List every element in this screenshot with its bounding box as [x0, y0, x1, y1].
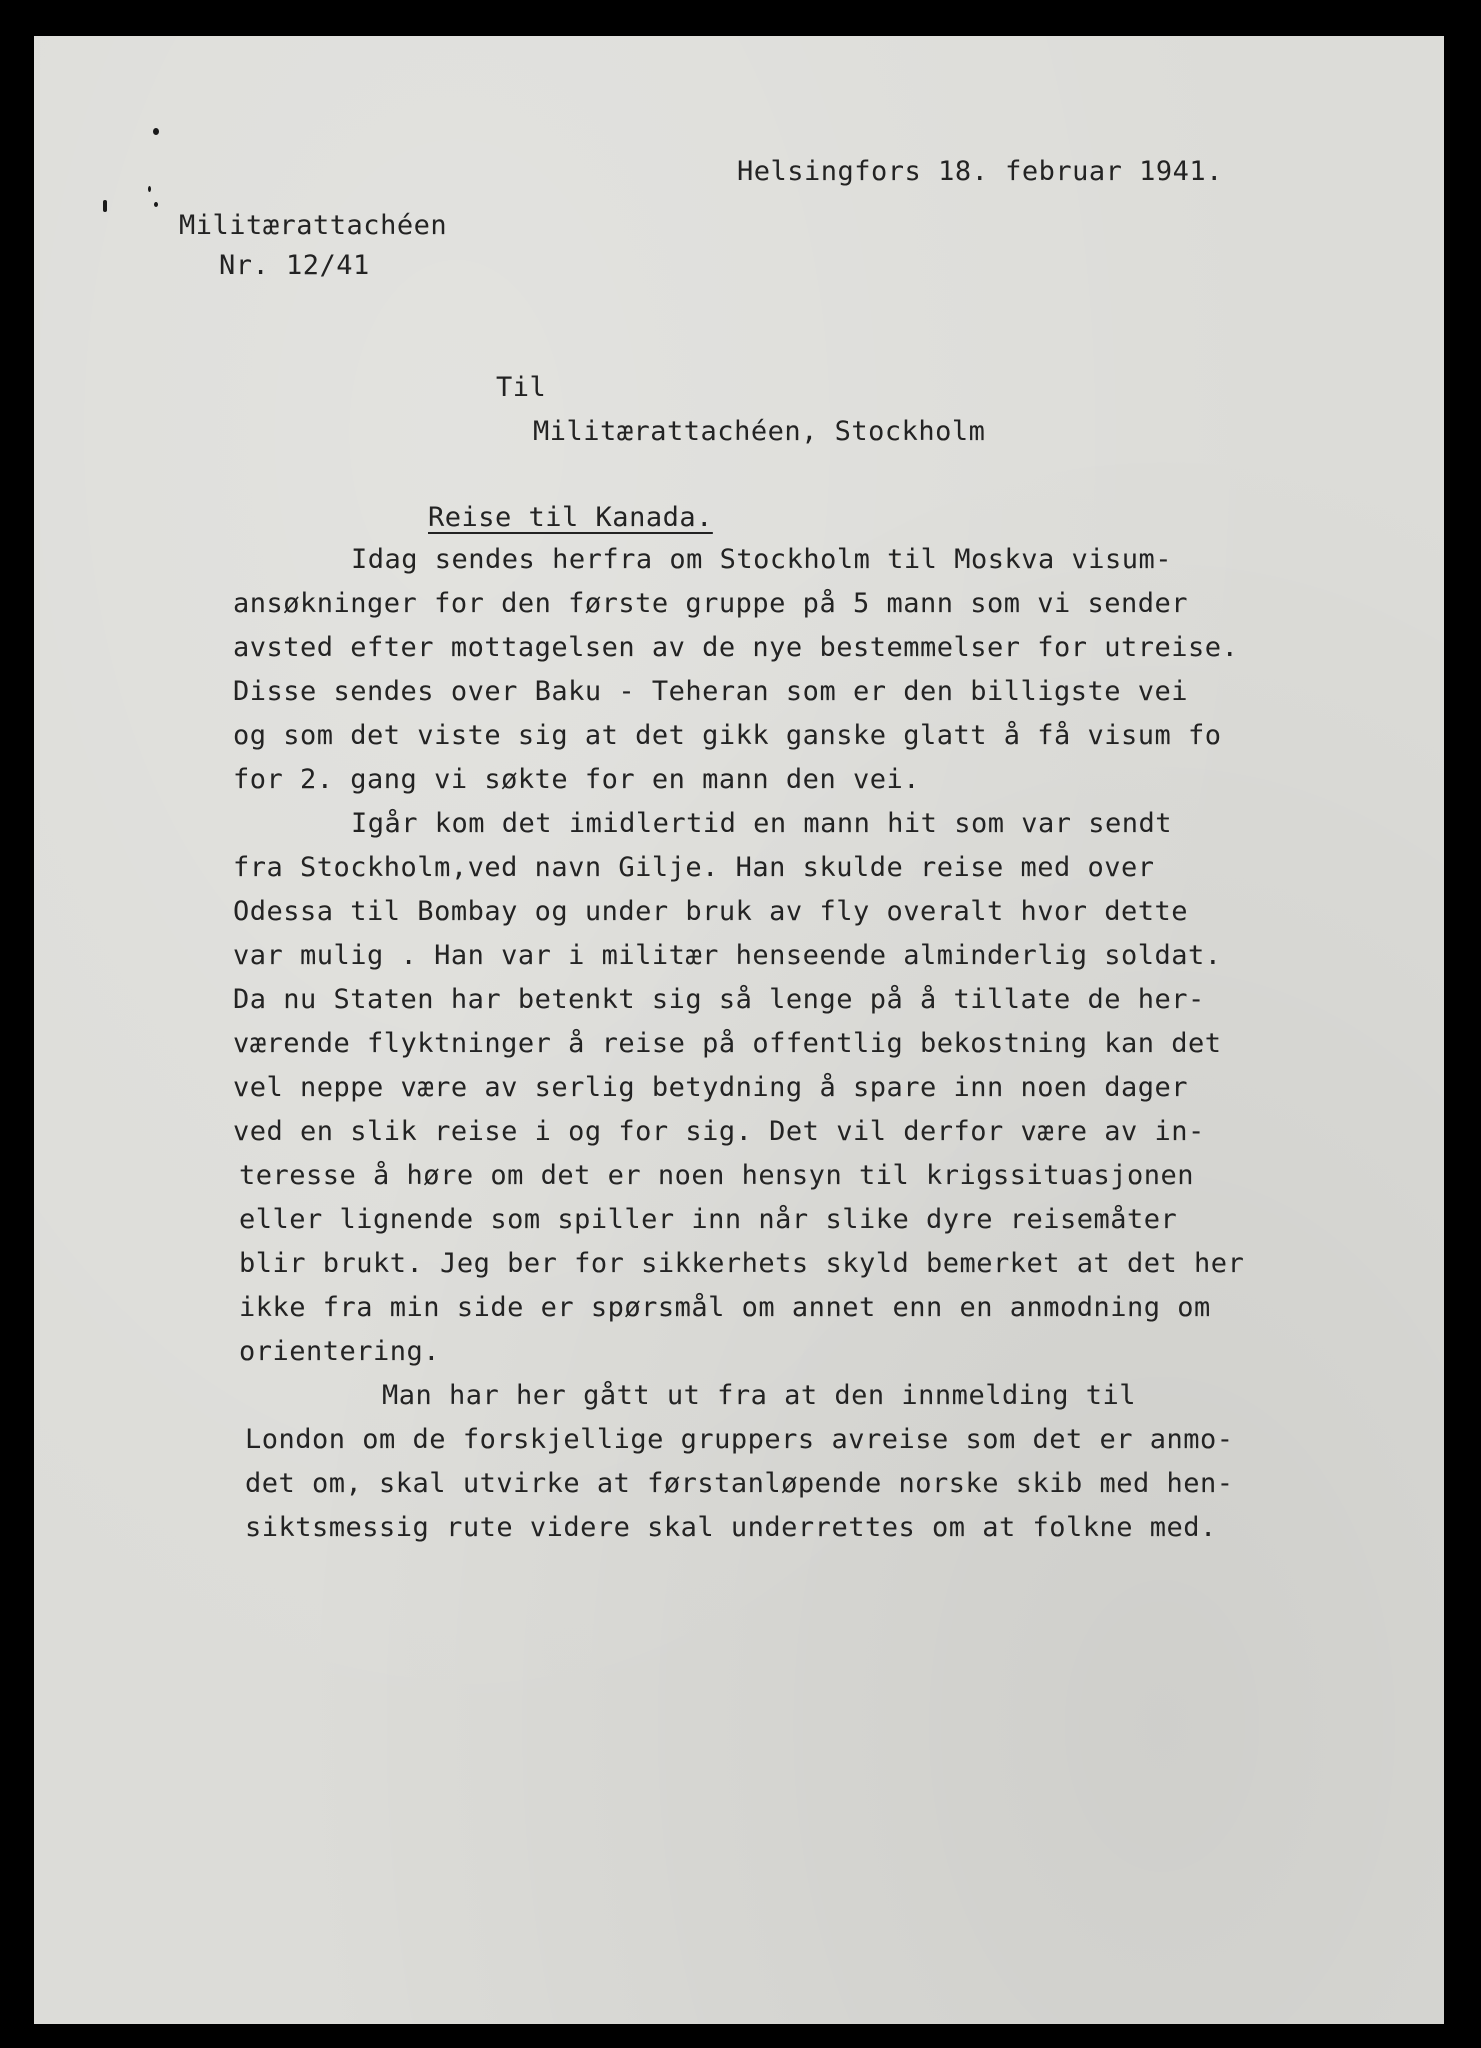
margin-mark: [154, 202, 158, 207]
recipient-label: Til: [496, 372, 547, 403]
body-line: orientering.: [239, 1336, 441, 1367]
body-line: og som det viste sig at det gikk ganske glatt å få visum fo: [233, 720, 1222, 751]
body-line: siktsmessig rute videre skal underrettes om at folkne med.: [245, 1512, 1217, 1543]
sender: Militærattachéen: [179, 210, 448, 241]
body-line: Da nu Staten har betenkt sig så lenge på å tillate de her-: [233, 984, 1205, 1015]
recipient-name: Militærattachéen, Stockholm: [533, 416, 986, 447]
body-line: Igår kom det imidlertid en mann hit som var sendt: [351, 808, 1173, 839]
body-line: værende flyktninger å reise på offentlig bekostning kan det: [233, 1028, 1222, 1059]
place-date: Helsingfors 18. februar 1941.: [737, 156, 1223, 187]
body-line: Man har her gått ut fra at den innmelding til: [382, 1380, 1136, 1411]
body-line: det om, skal utvirke at førstanløpende norske skib med hen-: [245, 1468, 1234, 1499]
body-line: Idag sendes herfra om Stockholm til Moskva visum-: [351, 544, 1173, 575]
margin-mark: [148, 186, 151, 192]
body-line: Odessa til Bombay og under bruk av fly overalt hvor dette: [233, 896, 1189, 927]
body-line: vel neppe være av serlig betydning å spare inn noen dager: [233, 1072, 1189, 1103]
body-line: eller lignende som spiller inn når slike dyre reisemåter: [239, 1204, 1178, 1235]
body-line: fra Stockholm,ved navn Gilje. Han skulde reise med over: [233, 852, 1155, 883]
document-page: [34, 36, 1444, 2024]
body-line: ikke fra min side er spørsmål om annet enn en anmodning om: [239, 1292, 1211, 1323]
margin-mark: [153, 128, 159, 135]
body-line: for 2. gang vi søkte for en mann den vei.: [233, 764, 920, 795]
body-line: blir brukt. Jeg ber for sikkerhets skyld bemerket at det her: [239, 1248, 1245, 1279]
subject-heading: Reise til Kanada.: [428, 502, 713, 533]
reference-number: Nr. 12/41: [219, 250, 370, 281]
body-line: Disse sendes over Baku - Teheran som er den billigste vei: [233, 676, 1189, 707]
body-line: avsted efter mottagelsen av de nye bestemmelser for utreise.: [233, 632, 1239, 663]
body-line: ved en slik reise i og for sig. Det vil derfor være av in-: [233, 1116, 1205, 1147]
body-line: London om de forskjellige gruppers avreise som det er anmo-: [245, 1424, 1234, 1455]
body-line: ansøkninger for den første gruppe på 5 mann som vi sender: [233, 588, 1189, 619]
body-line: var mulig . Han var i militær henseende alminderlig soldat.: [233, 940, 1222, 971]
margin-mark: [103, 200, 107, 212]
body-line: teresse å høre om det er noen hensyn til krigssituasjonen: [239, 1160, 1195, 1191]
